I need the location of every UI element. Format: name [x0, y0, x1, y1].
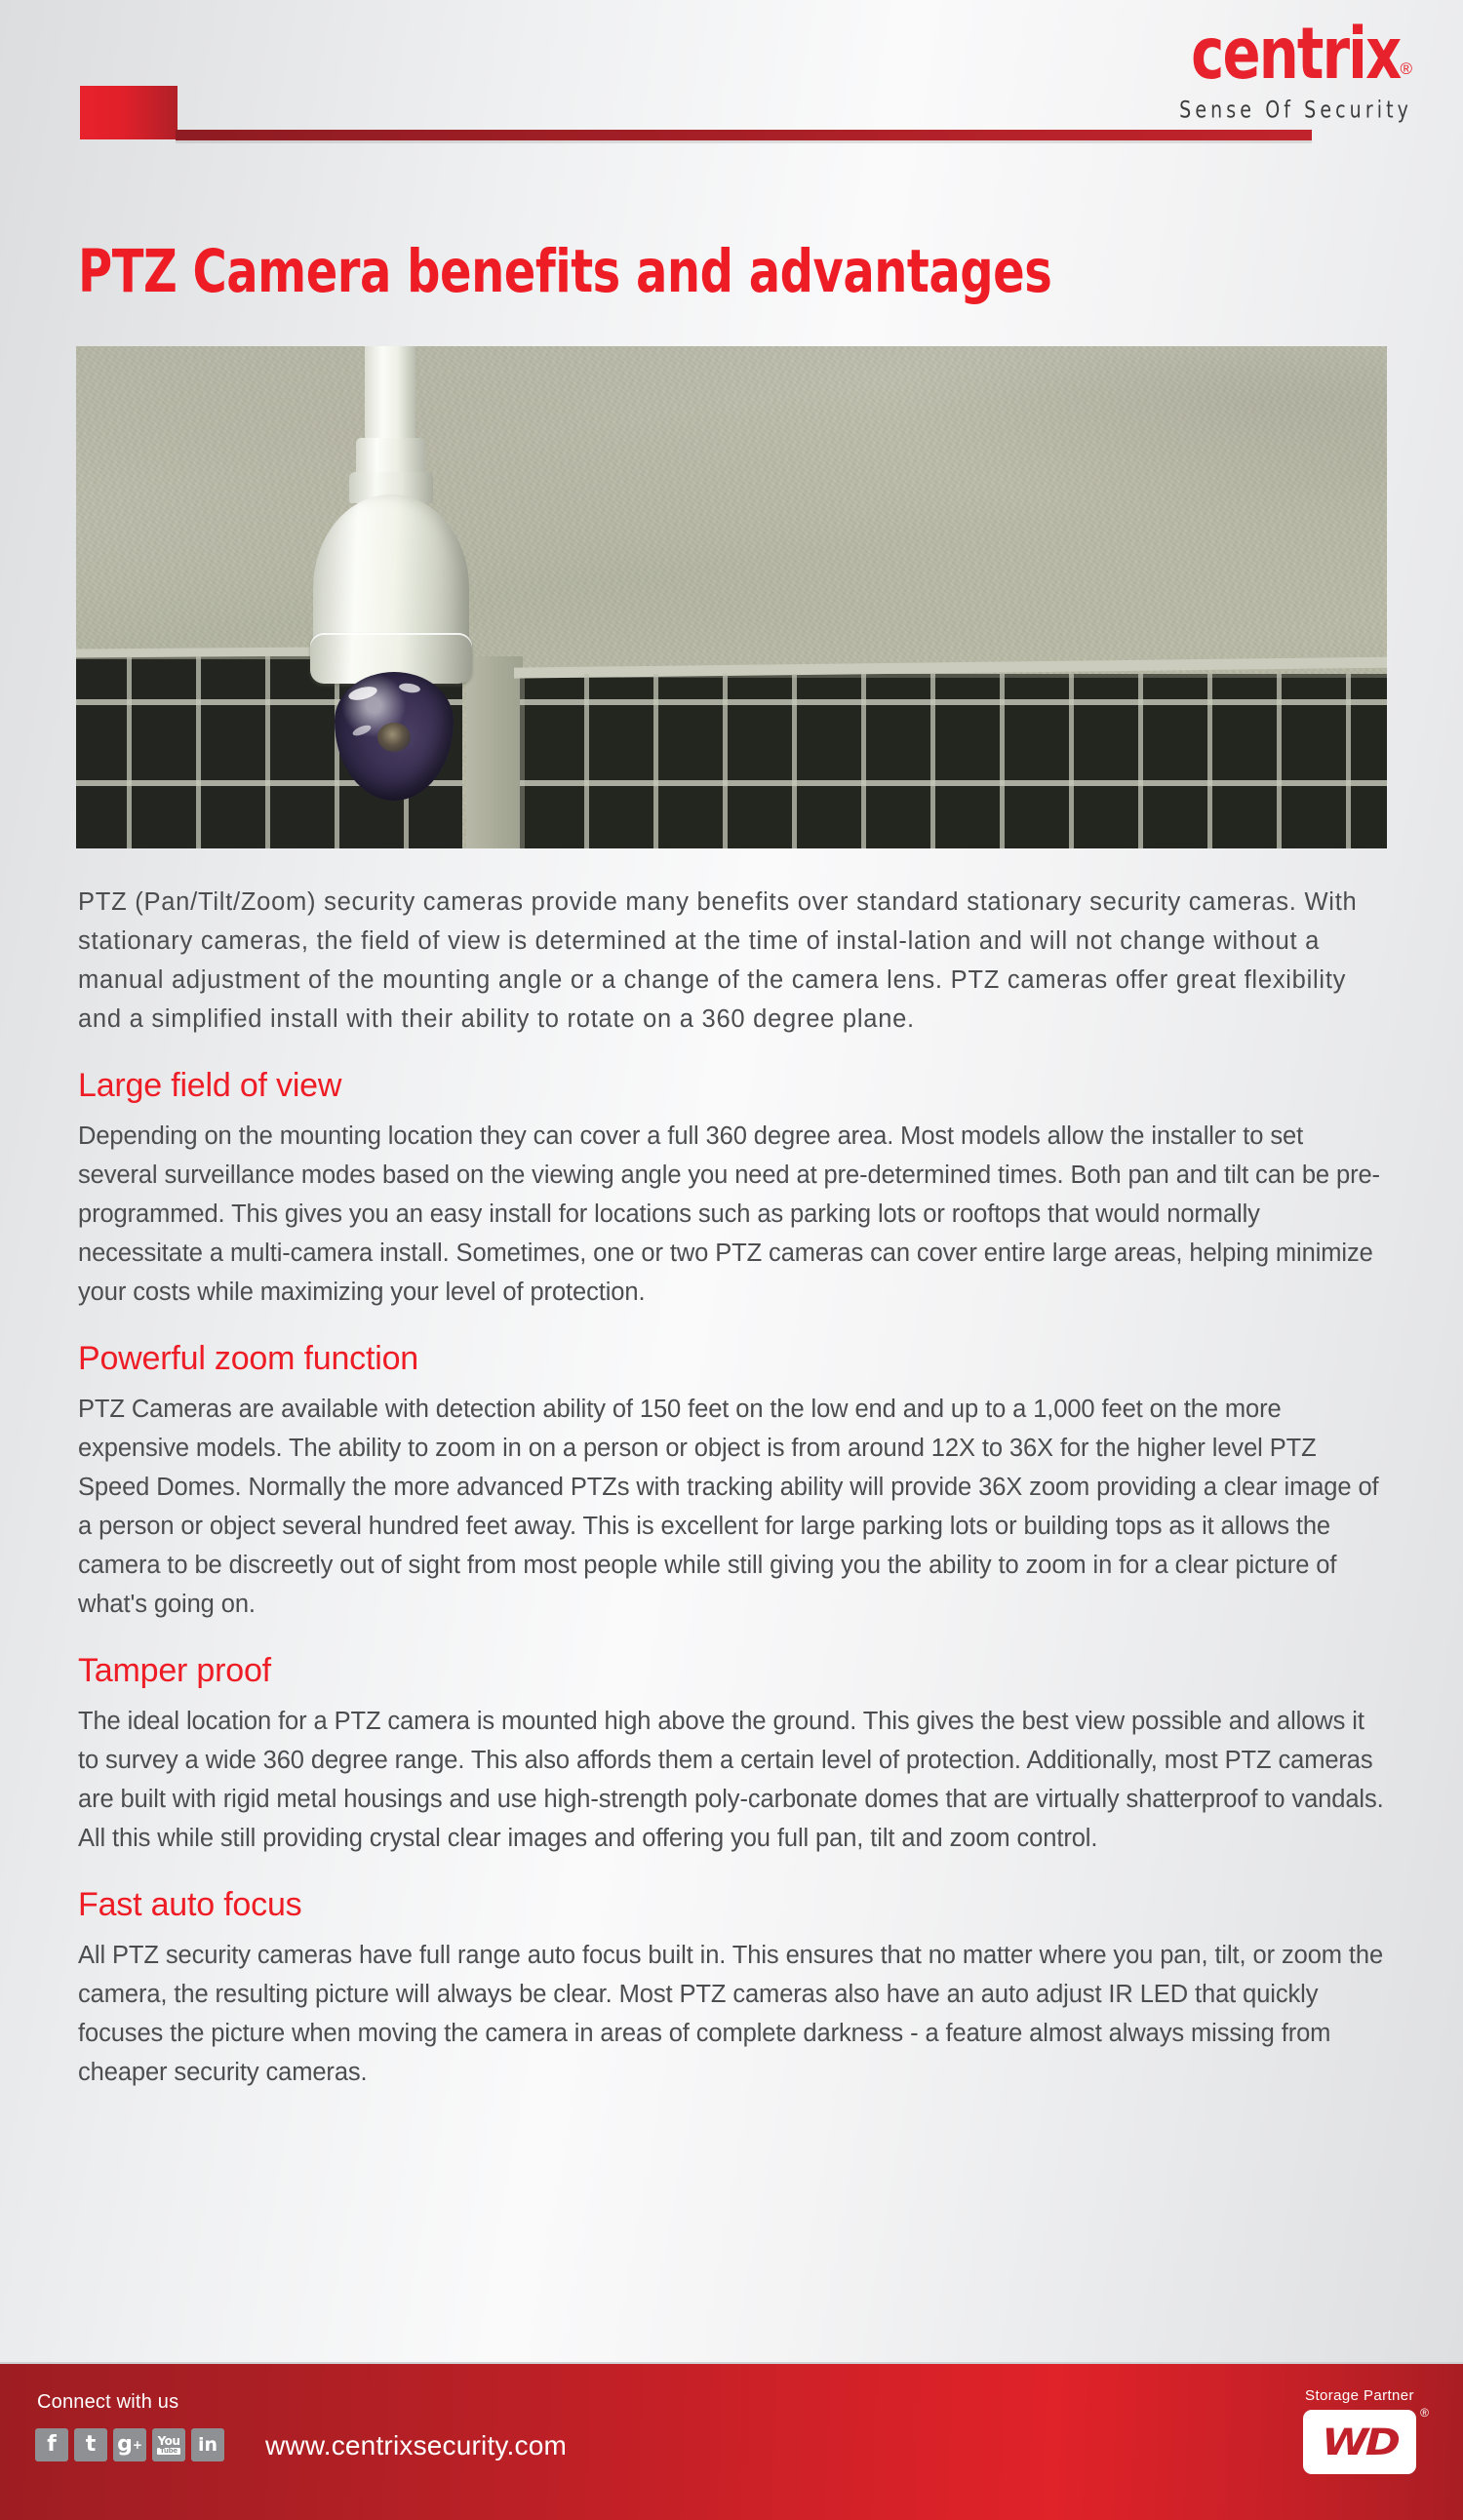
window-grille-horizontal	[520, 674, 1387, 848]
google-plus-glyph: g	[117, 2432, 133, 2457]
section-body-large-field-of-view: Depending on the mounting location they can cover a full 360 degree area. Most models allow the installer to set several surveillance modes based on the viewing angle you need at pre-determined times. Both pan and tilt can be pre-programmed. This gives you an easy install for locations such as parking lots or rooftops that would normally necessitate a multi-camera install. Sometimes, one or two PTZ cameras can cover entire large areas, helping minimize your costs while maximizing your level of protection.	[78, 1122, 1380, 1306]
youtube-glyph-top: You	[157, 2434, 180, 2448]
brand-registered-mark: ®	[1400, 59, 1412, 78]
intro-paragraph: PTZ (Pan/Tilt/Zoom) security cameras provide many benefits over standard stationary security cameras. With stationary cameras, the field of view is determined at the time of instal-lation and will not change without a manual adjustment of the mounting angle or a change of the camera lens. PTZ cameras offer great flexibility and a simplified install with their ability to rotate on a 360 degree plane.	[78, 888, 1358, 1033]
storage-partner-label: Storage Partner	[1305, 2387, 1414, 2404]
google-plus-icon[interactable]	[113, 2428, 146, 2461]
twitter-icon[interactable]	[74, 2428, 107, 2461]
linkedin-icon[interactable]	[191, 2428, 224, 2461]
youtube-glyph-bottom: Tube	[157, 2448, 180, 2455]
dome-highlight	[351, 724, 373, 738]
storage-partner	[1303, 2387, 1429, 2474]
camera-lens	[377, 723, 411, 752]
hero-photo	[76, 346, 1387, 848]
dome-highlight	[398, 683, 420, 694]
youtube-icon[interactable]	[152, 2428, 185, 2461]
connect-label: Connect with us	[37, 2391, 179, 2413]
page-header	[0, 0, 1463, 161]
page-footer	[0, 2362, 1463, 2520]
website-link[interactable]: www.centrixsecurity.com	[265, 2430, 568, 2461]
section-body-tamper-proof: The ideal location for a PTZ camera is mounted high above the ground. This gives the best view possible and allows it to survey a wide 360 degree range. This also affords them a certain level of protection. Additionally, most PTZ cameras are built with rigid metal housings and use high-strength poly-carbonate domes that are virtually shatterproof to vandals. All this while still providing crystal clear images and offering you full pan, tilt and zoom control.	[78, 1708, 1384, 1852]
brand-name: centrix	[1191, 11, 1401, 96]
section-body-powerful-zoom-function: PTZ Cameras are available with detection ability of 150 feet on the low end and up to a 1,000 feet on the more expensive models. The ability to zoom in on a person or object is from around 12X to 36X for the higher level PTZ Speed Domes. Normally the more advanced PTZs with tracking ability will provide 36X zoom providing a clear image of a person or object several hundred feet away. This is excellent for large parking lots or building tops as it allows the camera to be discreetly out of sight from most people while still giving you the ability to zoom in for a clear picture of what's going on.	[78, 1396, 1379, 1618]
section-body-fast-auto-focus: All PTZ security cameras have full range auto focus built in. This ensures that no matter where you pan, tilt, or zoom the camera, the resulting picture will always be clear. Most PTZ cameras also have an auto adjust IR LED that quickly focuses the picture when moving the camera in areas of complete darkness - a feature almost always missing from cheaper security cameras.	[78, 1942, 1384, 2086]
ptz-dome-camera	[289, 346, 494, 848]
plus-glyph: +	[132, 2438, 142, 2452]
section-heading-tamper-proof: Tamper proof	[78, 1652, 271, 1689]
header-red-block	[80, 86, 178, 139]
camera-dome-bubble	[335, 672, 454, 801]
wd-registered-mark: ®	[1420, 2406, 1429, 2420]
social-links	[35, 2428, 224, 2461]
facebook-glyph: f	[47, 2432, 57, 2457]
section-heading-powerful-zoom-function: Powerful zoom function	[78, 1340, 418, 1377]
brand-tagline: Sense Of Security	[1179, 97, 1412, 124]
article-body	[78, 883, 1385, 2092]
camera-mount-pole	[365, 346, 415, 448]
brand-logo	[1175, 11, 1412, 124]
twitter-glyph: t	[85, 2432, 97, 2457]
wd-wordmark: WD	[1322, 2421, 1398, 2463]
facebook-icon[interactable]	[35, 2428, 68, 2461]
header-red-rule	[176, 130, 1312, 140]
page-title: PTZ Camera benefits and advantages	[78, 237, 1052, 306]
section-heading-large-field-of-view: Large field of view	[78, 1067, 342, 1104]
section-heading-fast-auto-focus: Fast auto focus	[78, 1886, 302, 1923]
photo-right-window	[520, 674, 1387, 848]
linkedin-glyph: in	[197, 2433, 218, 2456]
wd-logo	[1303, 2406, 1429, 2474]
dome-highlight	[347, 685, 378, 703]
